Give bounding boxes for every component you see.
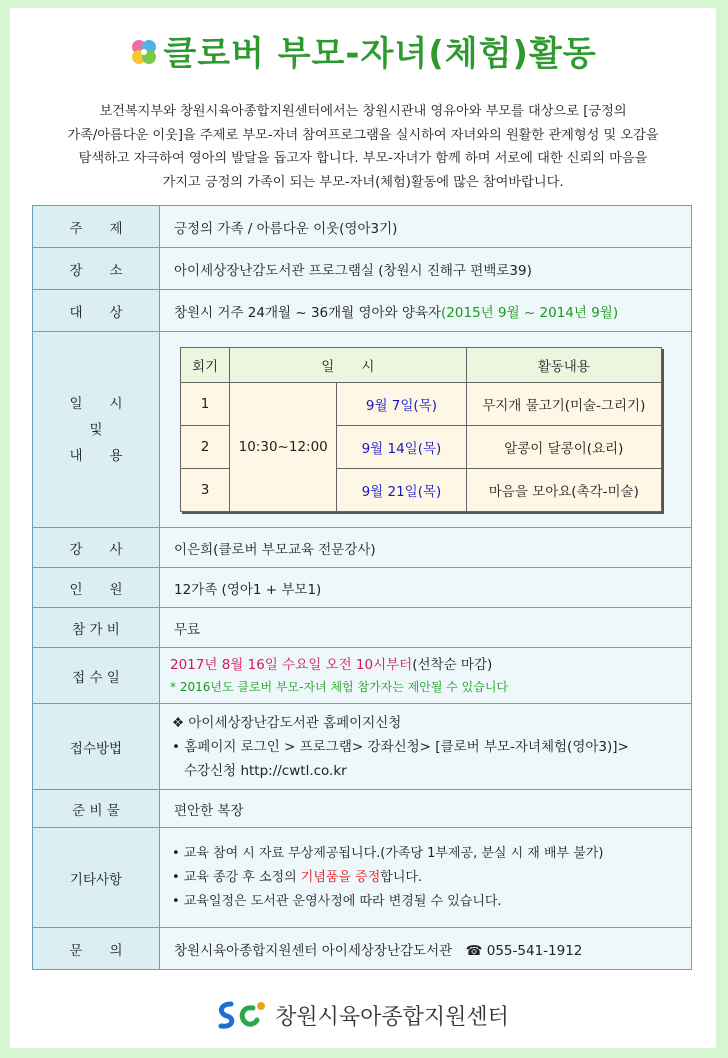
session-date: 9월 14일(목) (337, 426, 466, 469)
label-method: 접수방법 (33, 704, 160, 790)
method-line: 수강신청 http://cwtl.co.kr (184, 762, 347, 779)
value-subject: 긍정의 가족 / 아름다운 이웃(영아3기) (160, 206, 692, 248)
title-text: 클로버 부모-자녀(체험)활동 (163, 34, 597, 74)
footer (10, 998, 716, 1038)
session-activity: 무지개 물고기(미술-그리기) (466, 383, 661, 426)
label-etc: 기타사항 (33, 828, 160, 928)
row-schedule (33, 332, 692, 528)
header-activity: 활동내용 (466, 348, 661, 383)
target-text: 창원시 거주 24개월 ~ 36개월 영아와 양육자 (174, 304, 442, 321)
reception-date: 2017년 8월 16일 수요일 오전 10시부터 (170, 656, 413, 673)
value-method (160, 704, 692, 790)
session-round: 2 (181, 426, 230, 469)
schedule-label-line: 내 용 (69, 447, 123, 464)
session-round: 3 (181, 469, 230, 512)
value-fee: 무료 (160, 608, 692, 648)
schedule-table (180, 347, 662, 512)
row-prep (33, 790, 692, 828)
value-reception (160, 648, 692, 704)
session-date: 9월 21일(목) (337, 469, 466, 512)
org-logo-icon (217, 998, 267, 1038)
intro-paragraph (16, 100, 710, 194)
intro-line: 가족/아름다운 이웃]을 주제로 부모-자녀 참여프로그램을 실시하여 자녀와의 원활한 관계형성 및 오감을 (67, 127, 659, 143)
row-place (33, 248, 692, 290)
schedule-label-line: 일 시 (69, 395, 123, 412)
value-people: 12가족 (영아1 + 부모1) (160, 568, 692, 608)
row-reception (33, 648, 692, 704)
row-method (33, 704, 692, 790)
page (10, 8, 716, 1048)
session-activity: 알콩이 달콩이(요리) (466, 426, 661, 469)
label-place: 장 소 (33, 248, 160, 290)
label-people: 인 원 (33, 568, 160, 608)
row-instructor (33, 528, 692, 568)
method-line: ❖ 아이세상장난감도서관 홈페이지신청 (172, 714, 402, 731)
info-table (32, 205, 692, 970)
label-target: 대 상 (33, 290, 160, 332)
reception-note: * 2016년도 클로버 부모-자녀 체험 참가자는 제안될 수 있습니다 (170, 679, 509, 694)
label-reception: 접 수 일 (33, 648, 160, 704)
schedule-header-row (181, 348, 662, 383)
session-time: 10:30~12:00 (230, 383, 337, 512)
row-contact (33, 928, 692, 970)
org-name: 창원시육아종합지원센터 (275, 1005, 509, 1030)
etc-item-post: 합니다. (380, 869, 423, 885)
intro-line: 탐색하고 자극하여 영아의 발달을 돕고자 합니다. 부모-자녀가 함께 하며 서로에 대한 신뢰의 마음을 (78, 151, 648, 166)
header-datetime: 일 시 (230, 348, 466, 383)
intro-line: 보건복지부와 창원시육아종합지원센터에서는 창원시관내 영유아와 부모를 대상으로 [긍정의 (99, 104, 627, 119)
clover-icon (129, 36, 159, 76)
value-contact: 창원시육아종합지원센터 아이세상장난감도서관 ☎ 055-541-1912 (160, 928, 692, 970)
etc-item-pre: • 교육 종강 후 소정의 (172, 869, 301, 885)
session-round: 1 (181, 383, 230, 426)
row-etc (33, 828, 692, 928)
row-subject (33, 206, 692, 248)
etc-item-highlight: 기념품을 증정 (300, 869, 381, 885)
row-target (33, 290, 692, 332)
schedule-row (181, 383, 662, 426)
value-target (160, 290, 692, 332)
target-period: (2015년 9월 ~ 2014년 9월) (441, 304, 619, 321)
session-activity: 마음을 모아요(촉각-미술) (466, 469, 661, 512)
value-instructor: 이은희(클로버 부모교육 전문강사) (160, 528, 692, 568)
method-line: • 홈페이지 로그인 > 프로그램> 강좌신청> [클로버 부모-자녀체험(영아3)]> (172, 738, 629, 755)
etc-item: • 교육일정은 도서관 운영사정에 따라 변경될 수 있습니다. (172, 893, 502, 909)
reception-rest: (선착순 마감) (412, 656, 493, 673)
value-prep: 편안한 복장 (160, 790, 692, 828)
row-people (33, 568, 692, 608)
page-title (10, 26, 716, 76)
label-contact: 문 의 (33, 928, 160, 970)
value-place: 아이세상장난감도서관 프로그램실 (창원시 진해구 편백로39) (160, 248, 692, 290)
etc-item (172, 866, 691, 890)
etc-item: • 교육 참여 시 자료 무상제공됩니다.(가족당 1부제공, 분실 시 재 배부 불가) (172, 845, 604, 861)
row-fee (33, 608, 692, 648)
value-etc (160, 828, 692, 928)
header-round: 회기 (181, 348, 230, 383)
intro-line: 가지고 긍정의 가족이 되는 부모-자녀(체험)활동에 많은 참여바랍니다. (162, 174, 564, 190)
label-instructor: 강 사 (33, 528, 160, 568)
session-date: 9월 7일(목) (337, 383, 466, 426)
value-schedule (160, 332, 692, 528)
schedule-label-line: 및 (89, 421, 103, 438)
label-fee: 참 가 비 (33, 608, 160, 648)
label-schedule (33, 332, 160, 528)
label-subject: 주 제 (33, 206, 160, 248)
label-prep: 준 비 물 (33, 790, 160, 828)
